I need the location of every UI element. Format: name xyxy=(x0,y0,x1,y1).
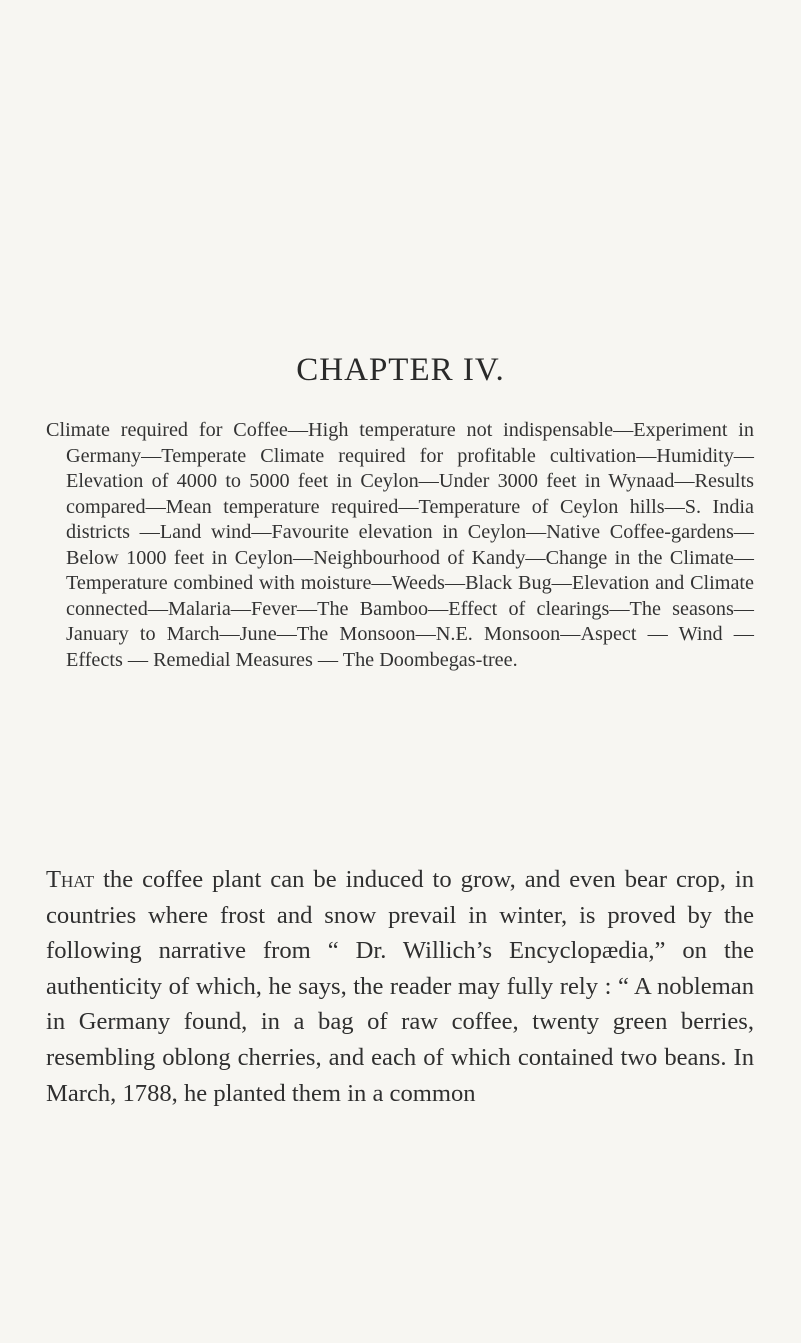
chapter-title: CHAPTER IV. xyxy=(296,352,505,388)
body-paragraph-text: the coffee plant can be induced to grow, and even bear crop, in countries where frost and snow prevail in winter, is proved by the following narrative from “ Dr. Willich’s Encyclopædia,” on the authenticity of which, he says, the reader may fully rely : “ A nobleman in Germany found, in a bag of raw coffee, twenty green berries, resembling oblong cherries, and each of which contained two beans. In March, 1788, he planted them in a common xyxy=(46,866,754,1107)
chapter-summary: Climate required for Coffee—High temperature not indispensable—Experiment in Germany—Temperate Climate required for profitable cultivation—Humidity—Elevation of 4000 to 5000 feet in Ceylon—Under 3000 feet in Wynaad—Results compared—Mean temperature required—Temperature of Ceylon hills—S. India districts —Land wind—Favourite elevation in Ceylon—Native Coffee-gardens—Below 1000 feet in Ceylon—Neighbourhood of Kandy—Change in the Climate—Temperature combined with moisture—Weeds—Black Bug—Elevation and Climate connected—Malaria—Fever—The Bamboo—Effect of clearings—The seasons—January to March—June—The Monsoon—N.E. Monsoon—Aspect — Wind — Effects — Remedial Measures — The Doombegas-tree. xyxy=(46,419,754,671)
opening-word: That xyxy=(46,866,95,893)
body-paragraph xyxy=(46,862,754,1111)
